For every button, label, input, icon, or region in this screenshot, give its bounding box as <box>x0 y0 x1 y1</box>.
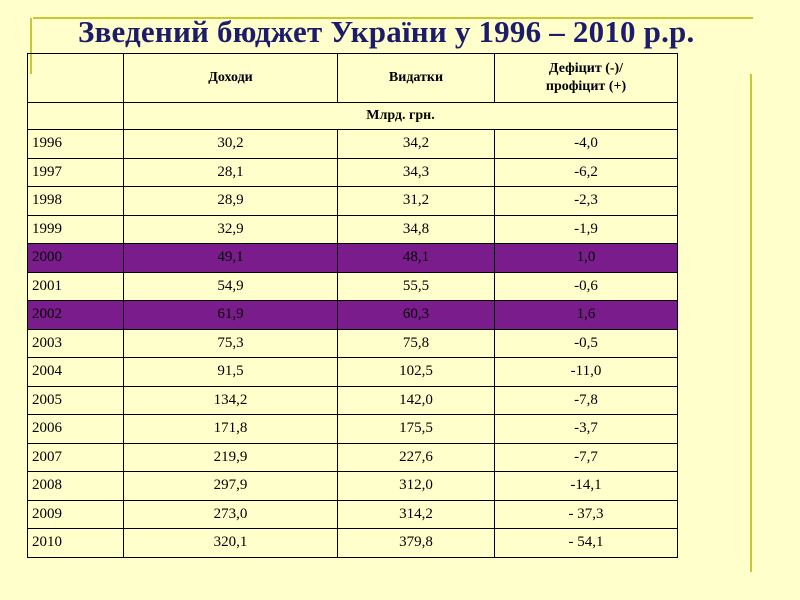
table-row <box>28 187 678 216</box>
year-cell: 1996 <box>28 130 124 159</box>
expenses-cell: 55,5 <box>338 272 495 301</box>
expenses-cell: 34,2 <box>338 130 495 159</box>
table-row <box>28 472 678 501</box>
header-empty-cell <box>28 54 124 103</box>
balance-cell: -0,5 <box>495 329 678 358</box>
income-cell: 75,3 <box>124 329 338 358</box>
income-cell: 32,9 <box>124 215 338 244</box>
year-cell: 2005 <box>28 386 124 415</box>
income-cell: 297,9 <box>124 472 338 501</box>
income-cell: 219,9 <box>124 443 338 472</box>
table-row <box>28 301 678 330</box>
balance-cell: 1,6 <box>495 301 678 330</box>
balance-cell: -3,7 <box>495 415 678 444</box>
year-cell: 2001 <box>28 272 124 301</box>
table-unit-row <box>28 103 678 130</box>
year-cell: 1998 <box>28 187 124 216</box>
income-cell: 28,1 <box>124 158 338 187</box>
income-cell: 54,9 <box>124 272 338 301</box>
table-row <box>28 500 678 529</box>
balance-cell: -11,0 <box>495 358 678 387</box>
budget-table <box>27 53 678 558</box>
expenses-cell: 142,0 <box>338 386 495 415</box>
year-cell: 2000 <box>28 244 124 273</box>
expenses-cell: 34,8 <box>338 215 495 244</box>
income-cell: 273,0 <box>124 500 338 529</box>
income-cell: 49,1 <box>124 244 338 273</box>
balance-cell: -1,9 <box>495 215 678 244</box>
table-row <box>28 443 678 472</box>
year-cell: 2002 <box>28 301 124 330</box>
header-expenses: Видатки <box>338 54 495 103</box>
year-cell: 2006 <box>28 415 124 444</box>
expenses-cell: 75,8 <box>338 329 495 358</box>
balance-cell: -14,1 <box>495 472 678 501</box>
year-cell: 2008 <box>28 472 124 501</box>
year-cell: 2004 <box>28 358 124 387</box>
table-row <box>28 529 678 558</box>
balance-cell: -6,2 <box>495 158 678 187</box>
year-cell: 2010 <box>28 529 124 558</box>
table-row <box>28 358 678 387</box>
income-cell: 134,2 <box>124 386 338 415</box>
expenses-cell: 60,3 <box>338 301 495 330</box>
income-cell: 171,8 <box>124 415 338 444</box>
income-cell: 61,9 <box>124 301 338 330</box>
page-title: Зведений бюджет України у 1996 – 2010 р.р. <box>78 14 695 49</box>
expenses-cell: 102,5 <box>338 358 495 387</box>
budget-table-body <box>28 54 678 558</box>
year-cell: 1997 <box>28 158 124 187</box>
expenses-cell: 312,0 <box>338 472 495 501</box>
header-income: Доходи <box>124 54 338 103</box>
expenses-cell: 227,6 <box>338 443 495 472</box>
table-row <box>28 272 678 301</box>
income-cell: 91,5 <box>124 358 338 387</box>
balance-cell: -0,6 <box>495 272 678 301</box>
balance-cell: -7,8 <box>495 386 678 415</box>
expenses-cell: 34,3 <box>338 158 495 187</box>
header-balance: Дефіцит (-)/ профіцит (+) <box>495 54 678 103</box>
expenses-cell: 48,1 <box>338 244 495 273</box>
expenses-cell: 379,8 <box>338 529 495 558</box>
expenses-cell: 314,2 <box>338 500 495 529</box>
table-row <box>28 386 678 415</box>
table-row <box>28 244 678 273</box>
balance-cell: -2,3 <box>495 187 678 216</box>
table-row <box>28 130 678 159</box>
table-header-row <box>28 54 678 103</box>
balance-cell: -7,7 <box>495 443 678 472</box>
decorative-right-line <box>750 74 752 572</box>
unit-empty-cell <box>28 103 124 130</box>
balance-cell: -4,0 <box>495 130 678 159</box>
table-row <box>28 215 678 244</box>
balance-cell: - 54,1 <box>495 529 678 558</box>
table-row <box>28 158 678 187</box>
table-row <box>28 415 678 444</box>
balance-cell: 1,0 <box>495 244 678 273</box>
income-cell: 28,9 <box>124 187 338 216</box>
income-cell: 30,2 <box>124 130 338 159</box>
income-cell: 320,1 <box>124 529 338 558</box>
year-cell: 2007 <box>28 443 124 472</box>
unit-label: Млрд. грн. <box>124 103 678 130</box>
year-cell: 2003 <box>28 329 124 358</box>
expenses-cell: 175,5 <box>338 415 495 444</box>
balance-cell: - 37,3 <box>495 500 678 529</box>
expenses-cell: 31,2 <box>338 187 495 216</box>
table-row <box>28 329 678 358</box>
year-cell: 1999 <box>28 215 124 244</box>
year-cell: 2009 <box>28 500 124 529</box>
